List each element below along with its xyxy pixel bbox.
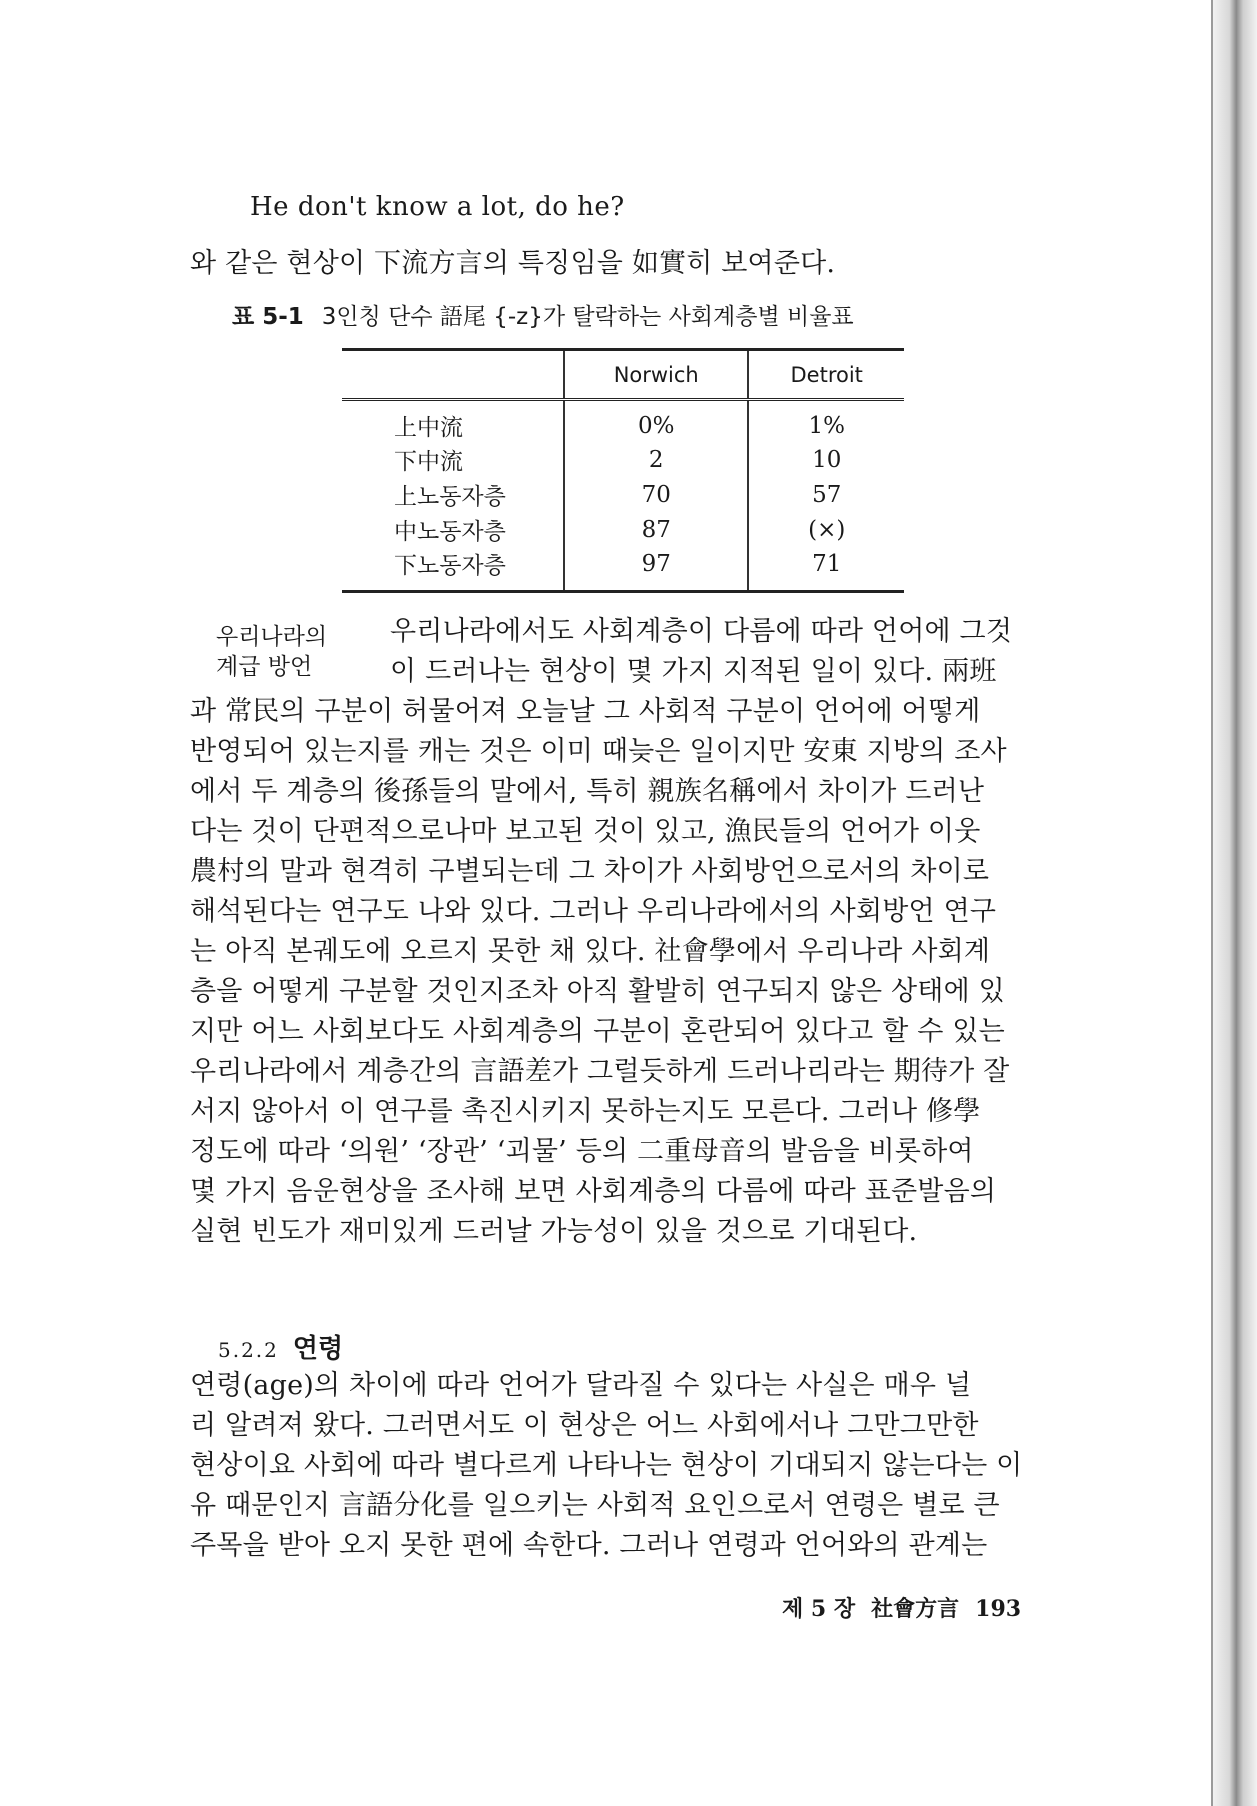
margin-heading-line2: 계급 방언 [216,654,313,680]
header-detroit: Detroit [748,350,904,400]
paragraph-line: 정도에 따라 ‘의원’ ‘장관’ ‘괴물’ 등의 二重母音의 발음을 비롯하여 [190,1136,974,1167]
detroit-value: 1% [748,400,904,443]
section-number: 5.2.2 [218,1338,279,1362]
table-number: 표 5-1 [232,304,304,330]
row-label: 上中流 [394,415,463,441]
norwich-value: 0% [564,400,748,443]
page-footer [782,1592,1037,1623]
header-norwich: Norwich [564,350,748,400]
norwich-value: 70 [564,477,748,512]
table-caption [232,298,854,331]
paragraph-line: 이 드러나는 현상이 몇 가지 지적된 일이 있다. 兩班 [390,656,997,687]
footer-title: 社會方言 [871,1596,960,1622]
paragraph-line: 서지 않아서 이 연구를 촉진시키지 못하는지도 모른다. 그러나 修學 [190,1096,981,1127]
paragraph-line: 반영되어 있는지를 캐는 것은 이미 때늦은 일이지만 安東 지방의 조사 [190,736,1007,767]
table-header-row [342,350,904,400]
paragraph-line: 유 때문인지 言語分化를 일으키는 사회적 요인으로서 연령은 별로 큰 [190,1490,1000,1521]
paragraph-line: 는 아직 본궤도에 오르지 못한 채 있다. 社會學에서 우리나라 사회계 [190,936,991,967]
row-label: 下노동자층 [342,547,564,592]
paragraph-line: 층을 어떻게 구분할 것인지조차 아직 활발히 연구되지 않은 상태에 있 [190,976,1005,1007]
page-number: 193 [975,1596,1022,1622]
detroit-value: 57 [748,477,904,512]
row-label: 中노동자층 [394,519,506,545]
margin-heading [216,622,327,682]
section-heading [218,1328,343,1365]
paragraph-line: 리 알려져 왔다. 그러면서도 이 현상은 어느 사회에서나 그만그만한 [190,1410,979,1441]
table-caption-text: 3인칭 단수 語尾 {-z}가 탈락하는 사회계층별 비율표 [321,304,854,330]
page-edge [1211,0,1257,1806]
paragraph-line: 에서 두 계층의 後孫들의 말에서, 특히 親族名稱에서 차이가 드러난 [190,776,985,807]
paragraph-line: 현상이요 사회에 따라 별다르게 나타나는 현상이 기대되지 않는다는 이 [190,1450,1023,1481]
norwich-value: 97 [564,547,748,592]
paragraph-line: 다는 것이 단편적으로나마 보고된 것이 있고, 漁民들의 언어가 이웃 [190,816,981,847]
row-label: 上노동자층 [394,484,506,510]
data-table [342,348,904,593]
paragraph-line: 지만 어느 사회보다도 사회계층의 구분이 혼란되어 있다고 할 수 있는 [190,1016,1005,1047]
norwich-value: 87 [564,512,748,547]
paragraph-line: 주목을 받아 오지 못한 편에 속한다. 그러나 연령과 언어와의 관계는 [190,1530,988,1561]
paragraph-line: 우리나라에서 계층간의 言語差가 그럴듯하게 드러나리라는 期待가 잘 [190,1056,1010,1087]
paragraph-line: 연령(age)의 차이에 따라 언어가 달라질 수 있다는 사실은 매우 널 [190,1370,972,1401]
paragraph-line: 우리나라에서도 사회계층이 다름에 따라 언어에 그것 [390,616,1013,647]
paragraph1-body [190,692,1009,1252]
paragraph-line: 몇 가지 음운현상을 조사해 보면 사회계층의 다름에 따라 표준발음의 [190,1176,997,1207]
row-label: 下中流 [394,449,463,475]
paragraph2-body [190,1366,1022,1566]
paragraph1-indented [390,612,1012,692]
example-sentence: He don't know a lot, do he? [250,192,625,222]
margin-heading-line1: 우리나라의 [216,624,328,650]
table-row [342,442,904,477]
paragraph-line: 실현 빈도가 재미있게 드러날 가능성이 있을 것으로 기대된다. [190,1216,918,1247]
detroit-value: (×) [748,512,904,547]
page-edge-line [1211,0,1213,1806]
paragraph-line: 農村의 말과 현격히 구별되는데 그 차이가 사회방언으로서의 차이로 [190,856,990,887]
norwich-value: 2 [564,442,748,477]
header-empty [342,350,564,400]
paragraph-line: 해석된다는 연구도 나와 있다. 그러나 우리나라에서의 사회방언 연구 [190,896,997,927]
paragraph-line: 과 常民의 구분이 허물어져 오늘날 그 사회적 구분이 언어에 어떻게 [190,696,981,727]
table-row [342,477,904,512]
table-row [342,547,904,592]
section-title: 연령 [292,1334,344,1364]
intro-line: 와 같은 현상이 下流方言의 특징임을 如實히 보여준다. [190,248,836,279]
table-row [342,400,904,443]
table-row [342,512,904,547]
footer-chapter: 제 5 장 [782,1596,856,1622]
detroit-value: 10 [748,442,904,477]
detroit-value: 71 [748,547,904,592]
